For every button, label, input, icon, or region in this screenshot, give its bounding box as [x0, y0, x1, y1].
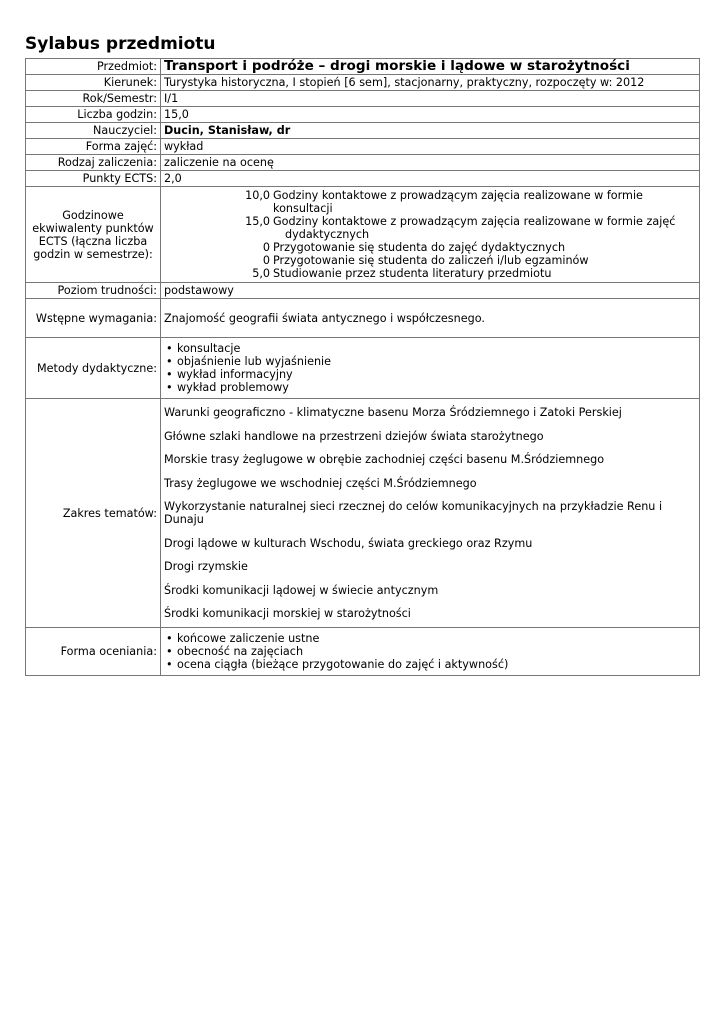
list-item: • wykład problemowy [164, 381, 696, 394]
topic-item: Środki komunikacji lądowej w świecie antycznym [164, 583, 439, 597]
label-kierunek: Kierunek: [26, 75, 161, 91]
value-forma-zajec: wykład [161, 139, 700, 155]
hours-value: 0 [262, 241, 270, 254]
hours-value: 10,0 [245, 189, 270, 202]
label-liczba-godzin: Liczba godzin: [26, 107, 161, 123]
list-item: • ocena ciągła (bieżące przygotowanie do zajęć i aktywność) [164, 658, 696, 671]
hours-description-text: Godziny kontaktowe z prowadzącym zajęcia realizowane w formie zajęć [273, 215, 676, 228]
topic-item: Wykorzystanie naturalnej sieci rzecznej do celów komunikacyjnych na przykładzie Renu i Dunaju [164, 500, 663, 526]
label-forma-oceniania: Forma oceniania: [26, 628, 161, 676]
label-poziom-trudnosci: Poziom trudności: [26, 283, 161, 299]
label-zakres-tematow: Zakres tematów: [26, 399, 161, 628]
value-nauczyciel: Ducin, Stanisław, dr [161, 123, 700, 139]
row-zakres-tematow [26, 399, 700, 628]
topic-item: Drogi rzymskie [164, 560, 248, 573]
hours-description: Przygotowanie się studenta do zajęć dydaktycznych [273, 241, 566, 254]
row-forma-zajec [26, 139, 700, 155]
row-liczba-godzin [26, 107, 700, 123]
label-godzinowe-line: ekwiwalenty punktów [32, 221, 154, 235]
row-metody-dydaktyczne [26, 338, 700, 399]
value-forma-oceniania [161, 628, 700, 676]
hours-row [164, 189, 696, 215]
value-rok-semestr: I/1 [161, 91, 700, 107]
hours-row [164, 215, 696, 241]
value-wstepne-wymagania: Znajomość geografii świata antycznego i współczesnego. [161, 299, 700, 338]
page-title: Sylabus przedmiotu [25, 34, 216, 54]
topic-item: Trasy żeglugowe we wschodniej części M.Śródziemnego [164, 476, 477, 490]
hours-description: Studiowanie przez studenta literatury przedmiotu [273, 267, 552, 280]
row-wstepne-wymagania [26, 299, 700, 338]
row-nauczyciel [26, 123, 700, 139]
label-rok-semestr: Rok/Semestr: [26, 91, 161, 107]
value-godzinowe-ekwiwalenty [161, 187, 700, 283]
hours-description [273, 215, 696, 241]
label-przedmiot: Przedmiot: [26, 59, 161, 75]
row-rodzaj-zaliczenia [26, 155, 700, 171]
label-godzinowe-line: ECTS (łączna liczba [38, 234, 148, 248]
label-metody-dydaktyczne: Metody dydaktyczne: [26, 338, 161, 399]
hours-description-continued: dydaktycznych [285, 228, 370, 241]
list-item: • konsultacje [164, 342, 696, 355]
row-poziom-trudnosci [26, 283, 700, 299]
row-godzinowe-ekwiwalenty [26, 187, 700, 283]
topic-item: Morskie trasy żeglugowe w obrębie zachodniej części basenu M.Śródziemnego [164, 453, 605, 466]
row-kierunek [26, 75, 700, 91]
list-item: • końcowe zaliczenie ustne [164, 632, 696, 645]
row-przedmiot [26, 59, 700, 75]
row-forma-oceniania [26, 628, 700, 676]
list-item: • objaśnienie lub wyjaśnienie [164, 355, 696, 368]
syllabus-table [25, 58, 700, 676]
label-rodzaj-zaliczenia: Rodzaj zaliczenia: [26, 155, 161, 171]
topic-item: Drogi lądowe w kulturach Wschodu, świata greckiego oraz Rzymu [164, 536, 533, 550]
label-forma-zajec: Forma zajęć: [26, 139, 161, 155]
label-wstepne-wymagania: Wstępne wymagania: [26, 299, 161, 338]
topic-item: Główne szlaki handlowe na przestrzeni dziejów świata starożytnego [164, 429, 544, 443]
topic-item: Środki komunikacji morskiej w starożytności [164, 607, 411, 620]
assessment-list [164, 632, 696, 671]
label-godzinowe-line: godzin w semestrze): [33, 247, 153, 261]
hours-value: 15,0 [245, 215, 270, 228]
hours-row [164, 267, 696, 280]
subject-title: Transport i podróże – drogi morskie i lądowe w starożytności [161, 59, 700, 75]
row-rok-semestr [26, 91, 700, 107]
label-punkty-ects: Punkty ECTS: [26, 171, 161, 187]
hours-row [164, 254, 696, 267]
value-rodzaj-zaliczenia: zaliczenie na ocenę [161, 155, 700, 171]
label-godzinowe-ekwiwalenty [26, 187, 161, 283]
hours-description: Przygotowanie się studenta do zaliczeń i/lub egzaminów [273, 254, 589, 267]
hours-description: Godziny kontaktowe z prowadzącym zajęcia realizowane w formie konsultacji [273, 189, 643, 215]
hours-value: 0 [262, 254, 270, 267]
label-nauczyciel: Nauczyciel: [26, 123, 161, 139]
row-punkty-ects [26, 171, 700, 187]
list-item: • wykład informacyjny [164, 368, 696, 381]
hours-row [164, 241, 696, 254]
list-item: • obecność na zajęciach [164, 645, 696, 658]
value-kierunek: Turystyka historyczna, I stopień [6 sem], stacjonarny, praktyczny, rozpoczęty w: 2012 [161, 75, 700, 91]
topic-item: Warunki geograficzno - klimatyczne basenu Morza Śródziemnego i Zatoki Perskiej [164, 406, 622, 419]
value-poziom-trudnosci: podstawowy [161, 283, 700, 299]
hours-value: 5,0 [252, 267, 270, 280]
methods-list [164, 342, 696, 394]
value-metody-dydaktyczne [161, 338, 700, 399]
label-godzinowe-line: Godzinowe [62, 208, 124, 222]
value-zakres-tematow [161, 399, 700, 628]
value-punkty-ects: 2,0 [161, 171, 700, 187]
value-liczba-godzin: 15,0 [161, 107, 700, 123]
